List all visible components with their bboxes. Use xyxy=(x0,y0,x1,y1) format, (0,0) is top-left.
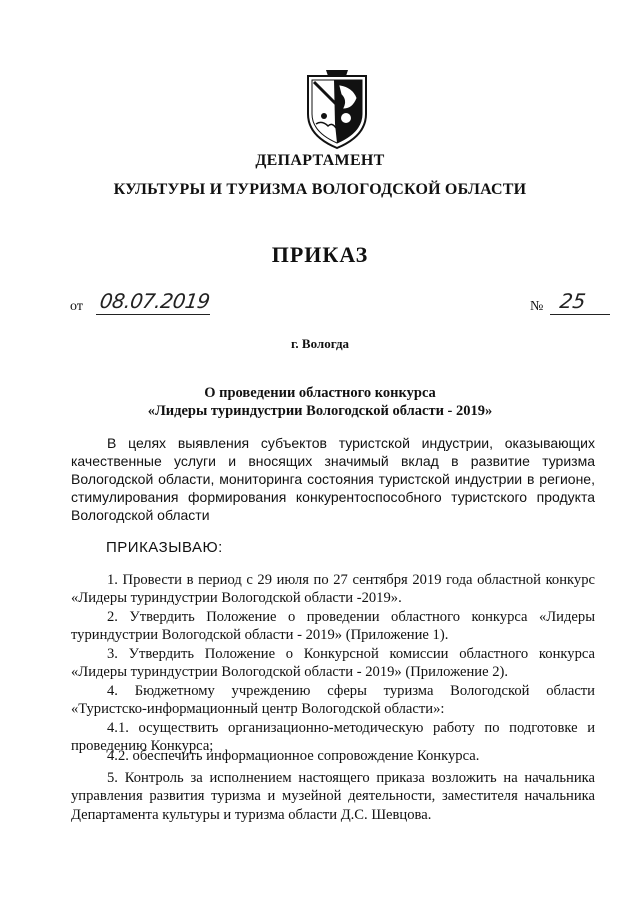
coat-of-arms-emblem xyxy=(302,64,372,150)
preamble-paragraph: В целях выявления субъектов туристской индустрии, оказывающих качественные услуги и вносящих значимый вклад в развитие туризма Вологодской области, мониторинга состояния туристской индустрии в регионе, стимулирования формирования конкурентоспособного туристского продукта Вологодской области xyxy=(71,435,595,523)
number-handwritten: 25 xyxy=(558,289,588,313)
department-title-line2: КУЛЬТУРЫ И ТУРИЗМА ВОЛОГОДСКОЙ ОБЛАСТИ xyxy=(113,181,527,198)
department-title-line1: ДЕПАРТАМЕНТ xyxy=(255,152,385,169)
list-item: 4.2. обеспечить информационное сопровождение Конкурса. xyxy=(107,748,480,764)
list-item: 1. Провести в период с 29 июля по 27 сентября 2019 года областной конкурс «Лидеры туриндустрии Вологодской области -2019». xyxy=(71,572,595,607)
list-item: 2. Утвердить Положение о проведении областного конкурса «Лидеры туриндустрии Вологодской области - 2019» (Приложение 1). xyxy=(71,609,595,644)
subject-line2: «Лидеры туриндустрии Вологодской области - 2019» xyxy=(147,403,493,419)
date-handwritten: 08.07.2019 xyxy=(98,289,212,313)
date-underline xyxy=(96,314,210,315)
order-word: ПРИКАЗЫВАЮ: xyxy=(106,539,223,556)
date-number-row xyxy=(70,290,615,320)
list-item: 4. Бюджетному учреждению сферы туризма Вологодской области «Туристско-информационный центр Вологодской области»: xyxy=(71,683,595,718)
number-underline xyxy=(550,314,610,315)
number-label: № xyxy=(530,299,544,314)
subject-line1: О проведении областного конкурса xyxy=(204,385,436,401)
city-line: г. Вологда xyxy=(290,336,350,351)
document-type-heading: ПРИКАЗ xyxy=(271,242,369,267)
list-item: 5. Контроль за исполнением настоящего приказа возложить на начальника управления развития туризма и музейной деятельности, заместителя начальника Департамента культуры и туризма области Д.С. Шевцова. xyxy=(71,770,595,823)
date-label: от xyxy=(70,299,83,314)
list-item: 4.1. осуществить организационно-методическую работу по подготовке и проведению Конкурса; xyxy=(71,720,595,755)
list-item: 3. Утвердить Положение о Конкурсной комиссии областного конкурса «Лидеры туриндустрии Вологодской области - 2019» (Приложение 2). xyxy=(71,646,595,681)
